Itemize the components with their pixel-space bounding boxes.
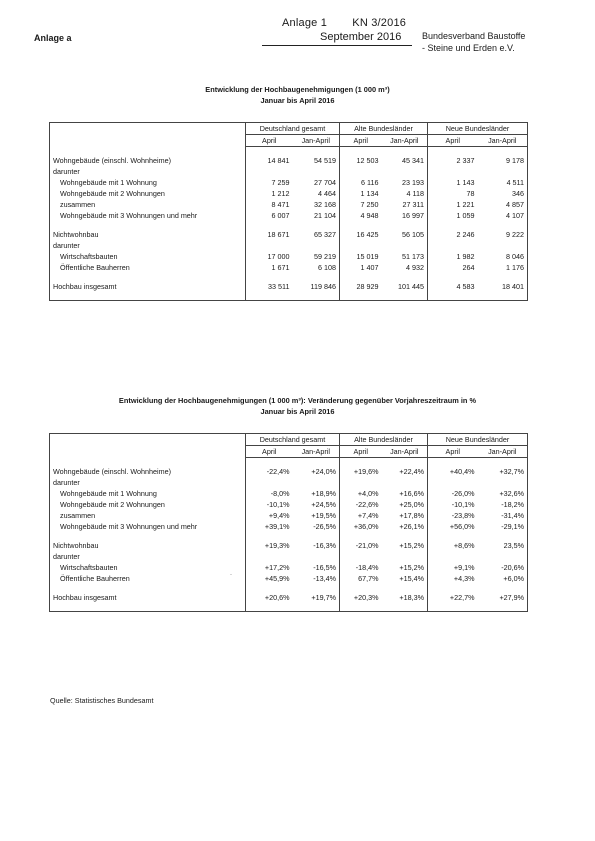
table-cell: -26,5% [313, 522, 336, 531]
table-cell: 119 846 [310, 282, 336, 291]
table-cell: -8,0% [246, 488, 293, 499]
row-label: Wohngebäude mit 3 Wohnungen und mehr [60, 211, 198, 220]
row-label: Wohngebäude (einschl. Wohnheime) [53, 467, 172, 476]
table-cell: 1 212 [246, 188, 293, 199]
header-rule [262, 45, 412, 46]
table-cell: 27 311 [402, 200, 424, 209]
table-row [50, 466, 528, 477]
group-header: Deutschland gesamt [246, 434, 340, 446]
column-header: April [340, 135, 382, 147]
table-cell [478, 240, 528, 251]
spacer-row [50, 458, 528, 467]
table-cell: 1 176 [506, 263, 525, 272]
table-row [50, 592, 528, 603]
table-row [50, 166, 528, 177]
table-cell: 51 173 [402, 252, 424, 261]
document-date: September 2016 [320, 31, 402, 43]
table-row [50, 562, 528, 573]
column-header: Jan-April [478, 446, 528, 458]
table-cell: -16,5% [313, 563, 336, 572]
column-header: April [428, 446, 478, 458]
row-label: zusammen [60, 511, 96, 520]
table-cell: +39,1% [246, 521, 293, 532]
row-label: Wohngebäude mit 1 Wohnung [60, 489, 157, 498]
table-cell: 9 178 [506, 156, 525, 165]
source-note: Quelle: Statistisches Bundesamt [50, 696, 154, 705]
table-row [50, 229, 528, 240]
table-cell [293, 477, 340, 488]
row-label: Wohngebäude mit 3 Wohnungen und mehr [60, 522, 198, 531]
table-cell: 264 [428, 262, 478, 273]
group-header: Alte Bundesländer [340, 434, 428, 446]
table-cell: +19,5% [311, 511, 336, 520]
header-empty-cell [50, 434, 246, 446]
table-row [50, 521, 528, 532]
table-cell: +15,2% [399, 541, 424, 550]
column-header: Jan-April [382, 446, 428, 458]
table-cell [293, 551, 340, 562]
table-cell: 1 671 [246, 262, 293, 273]
table-cell: 14 841 [246, 155, 293, 166]
row-label: darunter [53, 167, 80, 176]
table-cell: +56,0% [428, 521, 478, 532]
table-cell: +4,3% [428, 573, 478, 584]
table-cell: 9 222 [506, 230, 525, 239]
table-cell: -29,1% [501, 522, 525, 531]
table-cell [340, 240, 382, 251]
table-cell: -26,0% [428, 488, 478, 499]
header-empty-cell [50, 446, 246, 458]
table-cell: -10,1% [428, 499, 478, 510]
table-cell: 67,7% [340, 573, 382, 584]
table2-title [0, 395, 595, 417]
table-cell: +27,9% [499, 593, 525, 602]
table-cell: 54 519 [314, 156, 336, 165]
table-row [50, 210, 528, 221]
spacer-row [50, 584, 528, 592]
table-cell: 4 948 [340, 210, 382, 221]
table-cell: +24,5% [311, 500, 336, 509]
table-cell: +15,2% [399, 563, 424, 572]
table-cell: 16 425 [340, 229, 382, 240]
table-cell: +4,0% [340, 488, 382, 499]
table-cell: 8 046 [506, 252, 525, 261]
table-cell: +24,0% [311, 467, 336, 476]
table-cell: +7,4% [340, 510, 382, 521]
table-cell: 6 116 [340, 177, 382, 188]
table-row [50, 488, 528, 499]
table-cell: +9,4% [246, 510, 293, 521]
table-cell: 4 464 [318, 189, 336, 198]
spacer-row [50, 273, 528, 281]
table-cell [428, 551, 478, 562]
row-label: darunter [53, 241, 80, 250]
table-cell: +16,6% [399, 489, 424, 498]
table-cell: 45 341 [402, 156, 424, 165]
column-header: Jan-April [478, 135, 528, 147]
table-cell: -18,2% [501, 500, 525, 509]
table-cell: +19,6% [340, 466, 382, 477]
column-header: Jan-April [382, 135, 428, 147]
group-header-row [50, 123, 528, 135]
table-cell: 12 503 [340, 155, 382, 166]
table-cell: 16 997 [402, 211, 424, 220]
table-cell: -10,1% [246, 499, 293, 510]
row-label: darunter [53, 552, 80, 561]
group-header: Neue Bundesländer [428, 434, 528, 446]
table-cell: 7 250 [340, 199, 382, 210]
table-cell: 4 857 [506, 200, 525, 209]
row-label: darunter [53, 478, 80, 487]
group-header: Alte Bundesländer [340, 123, 428, 135]
table-cell: 346 [512, 189, 525, 198]
table-cell: -23,8% [428, 510, 478, 521]
table-cell: 1 221 [428, 199, 478, 210]
table-cell: +19,3% [246, 540, 293, 551]
table-row [50, 477, 528, 488]
table-cell: +18,9% [311, 489, 336, 498]
table-cell: +32,6% [499, 489, 525, 498]
spacer-row [50, 603, 528, 612]
table1-title-line2: Januar bis April 2016 [260, 96, 335, 105]
table1-title-line1: Entwicklung der Hochbaugenehmigungen (1 000 m³) [205, 85, 390, 94]
table-cell: 18 401 [502, 282, 525, 291]
row-label: Wohngebäude (einschl. Wohnheime) [53, 156, 172, 165]
table-cell: 65 327 [314, 230, 336, 239]
row-label: Wohngebäude mit 2 Wohnungen [60, 189, 165, 198]
table-row [50, 510, 528, 521]
table1 [49, 122, 528, 301]
table-cell [246, 551, 293, 562]
subheader-row [50, 135, 528, 147]
table-cell: 78 [428, 188, 478, 199]
table2-title-line2: Januar bis April 2016 [260, 407, 335, 416]
row-label: Öffentliche Bauherren [60, 263, 130, 272]
row-label: Wirtschaftsbauten [60, 252, 118, 261]
row-label: Nichtwohnbau [53, 541, 99, 550]
table-cell: +20,3% [340, 592, 382, 603]
table-cell: 1 059 [428, 210, 478, 221]
row-label: Öffentliche Bauherren [60, 574, 130, 583]
table-row [50, 551, 528, 562]
table-cell: -31,4% [501, 511, 525, 520]
table-cell: +8,6% [428, 540, 478, 551]
table-cell: 4 583 [428, 281, 478, 292]
table-cell: -13,4% [313, 574, 336, 583]
table-row [50, 262, 528, 273]
table-cell: +19,7% [311, 593, 336, 602]
table-cell: 6 007 [246, 210, 293, 221]
table-cell [246, 477, 293, 488]
row-label: Wohngebäude mit 2 Wohnungen [60, 500, 165, 509]
attachment-label: Anlage a [34, 33, 72, 43]
table-cell: 1 143 [428, 177, 478, 188]
table-cell: 15 019 [340, 251, 382, 262]
table-cell: 1 134 [340, 188, 382, 199]
column-header: April [246, 135, 293, 147]
table-cell: 2 246 [428, 229, 478, 240]
spacer-row [50, 292, 528, 301]
table-cell [382, 166, 428, 177]
header-empty-cell [50, 135, 246, 147]
stray-mark: · [230, 572, 232, 578]
kn-number: KN 3/2016 [352, 17, 407, 29]
table-cell [478, 477, 528, 488]
table-cell: +32,7% [499, 467, 525, 476]
table-cell: 23,5% [503, 541, 525, 550]
table-row [50, 540, 528, 551]
table-cell: 27 704 [314, 178, 336, 187]
table-cell: +25,0% [399, 500, 424, 509]
table-cell: -20,6% [501, 563, 525, 572]
table-cell [428, 477, 478, 488]
column-header: April [428, 135, 478, 147]
table-cell: 1 407 [340, 262, 382, 273]
table-cell: 4 511 [506, 178, 525, 187]
table-cell: 33 511 [246, 281, 293, 292]
table2-title-line1: Entwicklung der Hochbaugenehmigungen (1 000 m³): Veränderung gegenüber Vorjahreszeitraum in % [118, 396, 477, 405]
table-cell [340, 166, 382, 177]
table-cell [382, 551, 428, 562]
spacer-row [50, 221, 528, 229]
row-label: Wirtschaftsbauten [60, 563, 118, 572]
table-cell: 2 337 [428, 155, 478, 166]
table-cell: +36,0% [340, 521, 382, 532]
table-cell: 6 108 [318, 263, 336, 272]
header-empty-cell [50, 123, 246, 135]
table-cell: 23 193 [402, 178, 424, 187]
table-cell [478, 551, 528, 562]
table-cell: -21,0% [340, 540, 382, 551]
table-cell: 4 118 [406, 189, 424, 198]
table-cell: +17,8% [399, 511, 424, 520]
table-cell: 4 932 [406, 263, 424, 272]
table-row [50, 199, 528, 210]
table-cell: 101 445 [398, 282, 424, 291]
organization-line-1: Bundesverband Baustoffe [422, 31, 526, 41]
organization-line-2: - Steine und Erden e.V. [422, 43, 515, 53]
table-cell: 4 107 [506, 211, 525, 220]
table-cell [293, 166, 340, 177]
table1-title [0, 84, 595, 106]
table-cell [382, 477, 428, 488]
subheader-row [50, 446, 528, 458]
table-row [50, 177, 528, 188]
table-cell [428, 166, 478, 177]
table-cell [246, 240, 293, 251]
table-cell: 32 168 [314, 200, 336, 209]
table-cell: +22,4% [399, 467, 424, 476]
table-cell: -16,3% [313, 541, 336, 550]
table-cell: 17 000 [246, 251, 293, 262]
table-cell: 56 105 [402, 230, 424, 239]
spacer-row [50, 532, 528, 540]
table-cell: 1 982 [428, 251, 478, 262]
table-cell: 7 259 [246, 177, 293, 188]
table-cell [428, 240, 478, 251]
table-row [50, 188, 528, 199]
document-reference [282, 17, 406, 29]
row-label: Hochbau insgesamt [53, 593, 117, 602]
table-row [50, 155, 528, 166]
table-cell: +15,4% [399, 574, 424, 583]
group-header-row [50, 434, 528, 446]
table-cell [478, 166, 528, 177]
table-cell: -18,4% [340, 562, 382, 573]
table-cell: +45,9% [246, 573, 293, 584]
table-cell: 8 471 [246, 199, 293, 210]
table-cell: +6,0% [503, 574, 525, 583]
table-cell: 28 929 [340, 281, 382, 292]
table-cell: +26,1% [399, 522, 424, 531]
table-cell: -22,6% [340, 499, 382, 510]
group-header: Neue Bundesländer [428, 123, 528, 135]
table-row [50, 281, 528, 292]
table-row [50, 251, 528, 262]
table-row [50, 499, 528, 510]
row-label: zusammen [60, 200, 96, 209]
table-cell: +20,6% [246, 592, 293, 603]
column-header: April [246, 446, 293, 458]
table-cell: +18,3% [399, 593, 424, 602]
table-cell: +17,2% [246, 562, 293, 573]
table-cell: -22,4% [246, 466, 293, 477]
table-cell [382, 240, 428, 251]
table-cell: 59 219 [314, 252, 336, 261]
table-cell: 21 104 [314, 211, 336, 220]
column-header: April [340, 446, 382, 458]
table-cell [340, 551, 382, 562]
column-header: Jan-April [293, 446, 340, 458]
spacer-row [50, 147, 528, 156]
table-row [50, 240, 528, 251]
table-cell [246, 166, 293, 177]
group-header: Deutschland gesamt [246, 123, 340, 135]
table-cell: +22,7% [428, 592, 478, 603]
table-row [50, 573, 528, 584]
column-header: Jan-April [293, 135, 340, 147]
table-cell: +9,1% [428, 562, 478, 573]
table-cell [340, 477, 382, 488]
row-label: Hochbau insgesamt [53, 282, 117, 291]
table-cell: +40,4% [428, 466, 478, 477]
organization [422, 30, 525, 54]
row-label: Wohngebäude mit 1 Wohnung [60, 178, 157, 187]
table2 [49, 433, 528, 612]
attachment-number: Anlage 1 [282, 17, 328, 29]
table-cell [293, 240, 340, 251]
row-label: Nichtwohnbau [53, 230, 99, 239]
table-cell: 18 671 [246, 229, 293, 240]
